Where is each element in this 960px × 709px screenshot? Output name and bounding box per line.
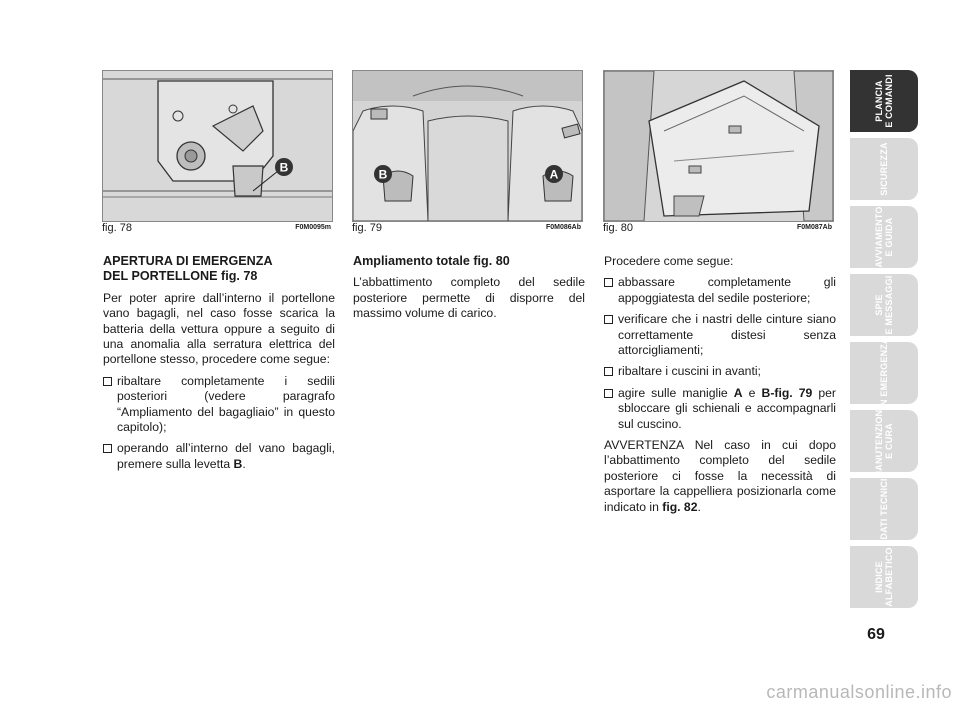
list-item-text: abbassare completamente gli appoggiatesta del sedile posteriore; (618, 275, 836, 305)
figure-78-code: F0M0095m (295, 224, 331, 231)
tab-dati-tecnici[interactable] (850, 478, 918, 540)
figure-79-image (352, 70, 583, 222)
lock-mechanism-illustration (103, 71, 332, 221)
tab-in-emergenza[interactable] (850, 337, 918, 409)
list-item-text: ribaltare i cuscini in avanti; (618, 364, 761, 379)
warning-text: AVVERTENZA Nel caso in cui dopo l’abbattimento completo del sedile posteriore ci fosse la necessità di asportare la cappelliera posizionarla come indicato in (604, 438, 836, 514)
list-item (604, 386, 836, 432)
column-emergency-opening (103, 254, 335, 478)
figure-80-image (603, 70, 834, 222)
warning-paragraph (604, 438, 836, 515)
list-item (604, 364, 836, 379)
list-item-text-mid: e (742, 385, 762, 400)
watermark: carmanualsonline.info (766, 682, 952, 702)
list-item-text-end: . (242, 456, 246, 471)
list-item-text: operando all’interno del vano bagagli, premere sulla levetta (117, 441, 335, 471)
checkbox-bullet-icon (604, 389, 613, 398)
intro-paragraph: Per poter aprire dall’interno il portellone vano bagagli, nel caso fosse scarica la batteria della vettura oppure a seguito di una anomalia alla serratura elettrica del portellone stesso, procedere come segue: (103, 290, 335, 367)
tab-label: IN EMERGENZA (879, 337, 889, 409)
list-item (103, 374, 335, 436)
list-item-bold-a: A (733, 385, 743, 400)
tab-plancia-e-comandi[interactable] (850, 70, 918, 132)
list-item-bold: B (233, 456, 243, 471)
checkbox-bullet-icon (604, 367, 613, 376)
checkbox-bullet-icon (604, 278, 613, 287)
tab-sicurezza[interactable] (850, 138, 918, 200)
section-heading-total-expansion: Ampliamento totale fig. 80 (353, 254, 510, 268)
figure-78-image (102, 70, 333, 222)
marker-b-label: B (279, 160, 289, 175)
tab-label: SICUREZZA (879, 142, 889, 196)
warning-text-end: . (697, 499, 701, 514)
procedure-intro: Procedere come segue: (604, 254, 734, 268)
tab-label: PLANCIA E COMANDI (874, 74, 894, 128)
list-item (604, 275, 836, 306)
column-total-expansion (353, 254, 585, 328)
figure-80-number: fig. 80 (603, 222, 633, 234)
folded-seat-illustration (604, 71, 833, 221)
checkbox-bullet-icon (103, 444, 112, 453)
checkbox-bullet-icon (604, 315, 613, 324)
tab-label: DATI TECNICI (879, 478, 889, 540)
column-procedure (604, 254, 836, 521)
list-item-text-end: per sbloccare gli schienali e accompagnarli sul cuscino. (618, 385, 836, 431)
section-heading-emergency-opening (103, 254, 335, 285)
marker-b-label: B (378, 167, 388, 182)
list-item-text: ribaltare completamente i sedili posteriori (vedere paragrafo “Ampliamento del bagagliaio” in questo capitolo); (117, 373, 335, 435)
expansion-paragraph: L’abbattimento completo del sedile posteriore permette di disporre del massimo volume di carico. (353, 275, 585, 321)
list-item (103, 441, 335, 472)
tab-label: AVVIAMENTO E GUIDA (874, 206, 894, 268)
tab-label: SPIE E MESSAGGI (874, 275, 894, 335)
warning-fig-ref: fig. 82 (662, 499, 698, 514)
list-item (604, 312, 836, 358)
tab-indice-alfabetico[interactable] (850, 546, 918, 608)
figure-80-code: F0M087Ab (796, 224, 832, 231)
figure-79-number: fig. 79 (352, 222, 382, 234)
list-item-text: verificare che i nastri delle cinture siano correttamente distesi senza attorcigliamenti; (618, 312, 836, 358)
page-number: 69 (867, 626, 885, 643)
heading-line-2: DEL PORTELLONE fig. 78 (103, 269, 258, 284)
tab-label: MANUTENZIONE E CURA (874, 403, 894, 479)
list-item-text: agire sulle maniglie (618, 385, 734, 400)
tab-avviamento-e-guida[interactable] (850, 206, 918, 268)
rear-seat-handles-illustration (353, 71, 582, 221)
tab-spie-e-messaggi[interactable] (850, 274, 918, 336)
checkbox-bullet-icon (103, 377, 112, 386)
list-item-bold-b: B-fig. 79 (761, 385, 813, 400)
heading-line-1: APERTURA DI EMERGENZA (103, 254, 273, 268)
figure-79-code: F0M086Ab (545, 224, 581, 231)
marker-a-label: A (549, 167, 559, 182)
tab-label: INDICE ALFABETICO (874, 547, 894, 607)
tab-manutenzione-e-cura[interactable] (850, 403, 918, 479)
figure-78-number: fig. 78 (102, 222, 132, 234)
